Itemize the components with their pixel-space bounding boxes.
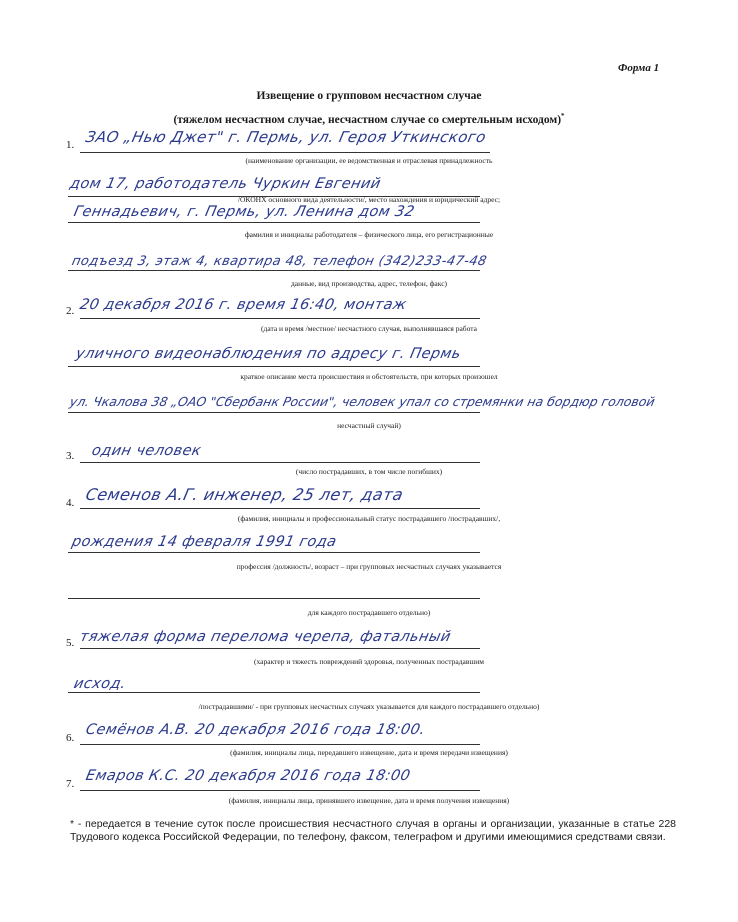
item-5-handwritten-2: исход. [72,676,128,692]
item-5-handwritten-1: тяжелая форма перелома черепа, фатальный [78,629,453,645]
item-1-caption-1: (наименование организации, ее ведомственная и отраслевая принадлежность [245,156,493,165]
item-3-caption-1: (число пострадавших, в том числе погибших) [295,467,443,476]
document-subtitle [0,112,738,126]
item-4-handwritten-1: Семенов А.Г. инженер, 25 лет, дата [83,485,406,504]
item-6-handwritten-1: Семёнов А.В. 20 декабря 2016 года 18:00. [84,722,427,738]
item-1-caption-4: данные, вид производства, адрес, телефон, факс) [290,279,448,288]
item-1-handwritten-3: Геннадьевич, г. Пермь, ул. Ленина дом 32 [72,204,417,220]
item-1-handwritten-1: ЗАО „Нью Джет" г. Пермь, ул. Героя Уткинского [84,128,488,146]
item-4-line-2 [68,552,480,553]
item-7-handwritten-1: Емаров К.С. 20 декабря 2016 года 18:00 [84,768,412,784]
footnote-mark: * [561,112,565,120]
form-label: Форма 1 [618,62,660,74]
item-2-handwritten-3: ул. Чкалова 38 „ОАО "Сбербанк России", человек упал со стремянки на бордюр головой [68,394,657,409]
item-3-line-1 [80,462,480,463]
item-1-caption-3: фамилия и инициалы работодателя – физического лица, его регистрационные [244,230,494,239]
item-4-caption-1: (фамилия, инициалы и профессиональный статус пострадавшего /пострадавших/, [237,514,501,523]
item-6-line-1 [80,744,480,745]
item-4-line-1 [80,508,480,509]
item-3-number: 3. [66,450,75,462]
item-2-caption-1: (дата и время /местное/ несчастного случая, выполнявшаяся работа [261,324,477,333]
item-1-caption-2: /ОКОНХ основного вида деятельности/, место нахождения и юридический адрес; [237,195,501,204]
item-2-caption-3: несчастный случай) [337,421,401,430]
item-2-handwritten-2: уличного видеонаблюдения по адресу г. Пермь [74,346,463,362]
item-1-number: 1. [66,139,75,151]
item-5-caption-1: (характер и тяжесть повреждений здоровья, полученных пострадавшим [254,657,484,666]
item-6-caption-1: (фамилия, инициалы лица, передавшего извещение, дата и время передачи извещения) [230,748,508,757]
item-3-handwritten-1: один человек [90,443,203,459]
item-2-handwritten-1: 20 декабря 2016 г. время 16:40, монтаж [78,297,409,313]
item-5-number: 5. [66,637,75,649]
item-2-line-2 [68,366,480,367]
document-title: Извещение о групповом несчастном случае [256,90,482,102]
item-7-number: 7. [66,778,75,790]
item-4-handwritten-2: рождения 14 февраля 1991 года [70,534,339,550]
item-7-caption-1: (фамилия, инициалы лица, принявшего извещение, дата и время получения извещения) [228,796,510,805]
subtitle-text: (тяжелом несчастном случае, несчастном случае со смертельным исходом) [173,113,562,126]
item-2-number: 2. [66,305,75,317]
item-4-line-3 [68,598,480,599]
item-5-line-1 [80,648,480,649]
item-2-line-3 [68,412,480,413]
item-1-handwritten-2: дом 17, работодатель Чуркин Евгений [68,176,383,192]
footnote: * - передается в течение суток после происшествия несчастного случая в органы и организации, указанные в статье 228 Трудового кодекса Российской Федерации, по телефону, факсом, телеграфом и другими имеющимися средствами связи. [70,818,676,843]
item-4-number: 4. [66,497,75,509]
item-6-number: 6. [66,732,75,744]
item-5-caption-2: /пострадавшими/ - при групповых несчастных случаях указывается для каждого пострадавшего отдельно) [198,702,540,711]
item-2-line-1 [80,318,480,319]
item-2-caption-2: краткое описание места происшествия и обстоятельств, при которых произошел [240,372,498,381]
item-4-caption-3: для каждого пострадавшего отдельно) [307,608,431,617]
item-7-line-1 [80,790,480,791]
item-4-caption-2: профессия /должность/, возраст – при групповых несчастных случаях указывается [236,562,502,571]
item-5-line-2 [68,692,480,693]
item-1-handwritten-4: подъезд 3, этаж 4, квартира 48, телефон (342)233-47-48 [70,254,489,269]
item-1-line-3 [68,222,480,223]
item-1-line-1 [80,152,490,153]
item-1-line-4 [68,270,480,271]
